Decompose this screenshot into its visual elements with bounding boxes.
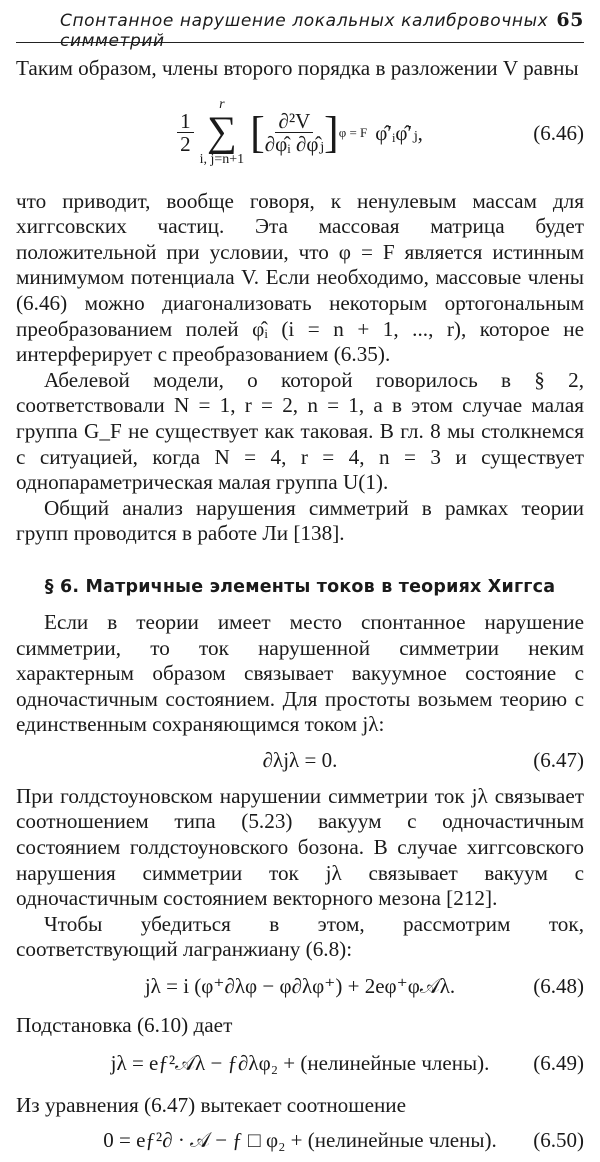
eq646-half: $\frac{1}{2}$ (177, 110, 194, 155)
running-title: Спонтанное нарушение локальных калибровочных симметрий (60, 11, 549, 51)
eq646-sum (200, 98, 245, 167)
eq650-body: 0 = eƒ²∂ · 𝒜 − ƒ □ φ₂ + (нелинейные члены). (103, 1128, 497, 1153)
eq647-body: ∂λjλ = 0. (262, 747, 338, 772)
equation-6-49 (16, 1039, 584, 1087)
equation-6-47 (16, 742, 584, 778)
sum-lower-limit: i, j=n+1 (199, 152, 245, 168)
equation-number: (6.46) (533, 120, 584, 145)
equation-number: (6.49) (533, 1050, 584, 1075)
sum-upper-limit: r (219, 97, 225, 113)
paragraph-2: что приводит, вообще говоря, к ненулевым массам для хиггсовских частиц. Эта массовая матрица будет положительной при условии, что φ = F является истинным минимумом потенциала V. Если необходимо, массовые члены (6.46) можно диагонализовать некоторым ортогональным преобразованием полей φ̂ᵢ (i = n + 1, ..., r), которое не интерферирует с преобразованием (6.35). (16, 188, 584, 367)
eq649-body: jλ = eƒ²𝒜λ − ƒ∂λφ₂ + (нелинейные члены). (110, 1050, 490, 1075)
paragraph-6: При голдстоуновском нарушении симметрии ток jλ связывает соотношением типа (5.23) вакуум с одночастичным состоянием голдстоуновского бозона. В случае хиггсовского нарушения симметрии ток jλ связывает вакуум с одночастичным состоянием векторного мезона [212]. (16, 783, 584, 911)
eq646-eval-point: φ = F (338, 124, 368, 140)
running-header (16, 0, 584, 51)
paragraph-7: Чтобы убедиться в этом, рассмотрим ток, соответствующий лагранжиану (6.8): (16, 911, 584, 962)
left-bracket: [ (250, 107, 265, 157)
equation-number: (6.48) (533, 974, 584, 999)
page-number: 65 (556, 9, 584, 31)
paragraph-5: Если в теории имеет место спонтанное нарушение симметрии, то ток нарушенной симметрии неким характерным образом связывает вакуумное состояние с одночастичным состоянием. Для простоты возьмем теорию с единственным сохраняющимся током jλ: (16, 609, 584, 737)
paragraph-8: Подстановка (6.10) дает (16, 1013, 233, 1038)
paragraph-9: Из уравнения (6.47) вытекает соотношение (16, 1092, 407, 1117)
equation-6-48 (16, 963, 584, 1009)
sigma-symbol: ∑ (206, 109, 237, 156)
equation-number: (6.47) (533, 747, 584, 772)
eq646-tail: φ̂′ᵢφ̂′ⱼ, (375, 120, 423, 145)
eq646-derivative: $\frac{\text{∂²V}}{\text{∂φ̂ᵢ ∂φ̂ⱼ}}$ (264, 109, 325, 157)
paragraph-4: Общий анализ нарушения симметрий в рамках теории групп проводится в работе Ли [138]. (16, 495, 584, 546)
section-heading: § 6. Матричные элементы токов в теориях Хиггса (44, 576, 556, 597)
paragraph-3: Абелевой модели, о которой говорилось в § 2, соответствовали N = 1, r = 2, n = 1, а в этом случае малая группа G_F не существует как таковая. В гл. 8 мы столкнемся с ситуацией, когда N = 4, r = 4, n = 3 и существует однопараметрическая малая группа U(1). (16, 367, 584, 495)
equation-6-50 (16, 1118, 584, 1162)
equation-6-46 (16, 84, 584, 182)
equation-number: (6.50) (533, 1128, 584, 1153)
paragraph-1: Таким образом, члены второго порядка в разложении V равны (16, 56, 579, 80)
eq648-body: jλ = i (φ⁺∂λφ − φ∂λφ⁺) + 2eφ⁺φ𝒜λ. (144, 974, 456, 999)
right-bracket: ] (324, 107, 339, 157)
